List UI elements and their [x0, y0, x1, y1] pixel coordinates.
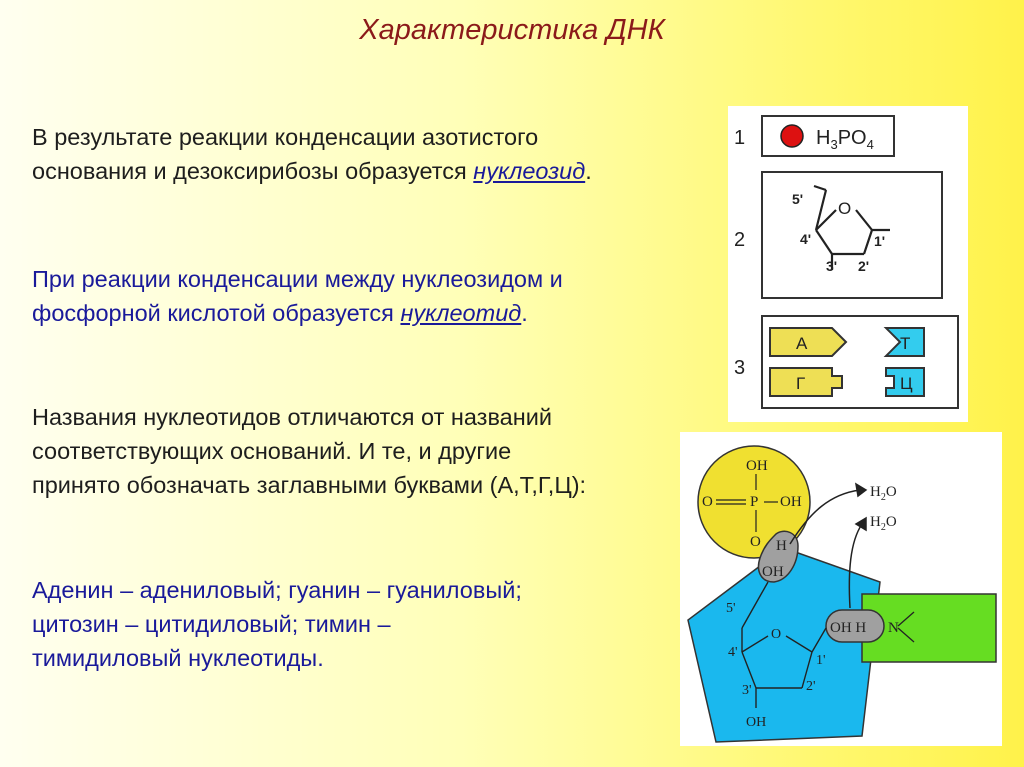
legend-figure-svg [728, 106, 968, 422]
legend-figure [728, 106, 968, 422]
paragraph-names [32, 400, 592, 502]
water-product-2: $H_2O$ [870, 514, 897, 533]
nucleoside-end: . [585, 158, 592, 184]
phosphate-oh-right: OH [780, 494, 802, 510]
paragraph-names-text: Названия нуклеотидов отличаются от названий соответствующих оснований. И те, и другие принято обозначать заглавными буквами (А,Т,Г,Ц): [32, 404, 587, 498]
ring-label-1: 1' [874, 233, 886, 249]
slide-title: Характеристика ДНК [359, 14, 665, 46]
reaction-figure [680, 432, 1002, 746]
row3-number: 3 [734, 357, 746, 379]
paragraph-nucleotide-names [32, 573, 532, 675]
base-c-label: Ц [900, 374, 913, 393]
paragraph-nucleotide-names-text: Аденин – адениловый; гуанин – гуаниловый; цитозин – цитидиловый; тимин – тимидиловый нуклеотиды. [32, 577, 522, 671]
sugar-label-2: 2' [806, 679, 816, 694]
nucleotide-text: При реакции конденсации между нуклеозидом и фосфорной кислотой образуется [32, 266, 563, 326]
base-g-label: Г [796, 374, 806, 393]
gray-h: H [776, 538, 787, 554]
ring-label-o: O [838, 199, 852, 218]
nucleotide-end: . [521, 300, 528, 326]
phosphate-oh-top: OH [746, 458, 768, 474]
phosphate-o-bottom: O [750, 534, 761, 550]
base-n: N [888, 620, 899, 636]
ring-label-4: 4' [800, 231, 812, 247]
gray-oh: OH [762, 564, 784, 580]
row2-number: 2 [734, 229, 746, 251]
base-t-label: Т [900, 334, 911, 353]
base-a-label: А [796, 334, 808, 353]
base-g-shape [770, 368, 842, 396]
phosphate-dot-icon [781, 125, 803, 147]
sugar-label-3: 3' [742, 683, 752, 698]
sugar-label-1: 1' [816, 653, 826, 668]
paragraph-nucleoside [32, 120, 592, 188]
base-a-shape [770, 328, 846, 356]
paragraph-nucleoside-text [32, 120, 592, 188]
nucleotide-link[interactable]: нуклеотид [400, 300, 522, 326]
ring-label-3: 3' [826, 258, 838, 274]
row1-formula: $H_3PO_4$ [816, 127, 874, 152]
sugar-label-o: O [771, 627, 782, 642]
paragraph-nucleotide [32, 262, 592, 330]
ring-label-5: 5' [792, 191, 804, 207]
water-product-1: $H_2O$ [870, 484, 897, 503]
phosphate-p: P [750, 494, 759, 510]
ring-label-2: 2' [858, 258, 870, 274]
nucleoside-link[interactable]: нуклеозид [473, 158, 586, 184]
nucleoside-text: В результате реакции конденсации азотистого основания и дезоксирибозы образуется [32, 124, 539, 184]
sugar-label-5: 5' [726, 601, 736, 616]
row2-box [762, 172, 942, 298]
phosphate-o-left: O [702, 494, 713, 510]
row1-number: 1 [734, 127, 746, 149]
paragraph-nucleotide-text [32, 262, 592, 330]
reaction-figure-svg [680, 432, 1002, 746]
sugar-label-4: 4' [728, 645, 738, 660]
base-oh-h: OH H [830, 620, 867, 636]
sugar-oh-bottom: OH [746, 715, 767, 730]
